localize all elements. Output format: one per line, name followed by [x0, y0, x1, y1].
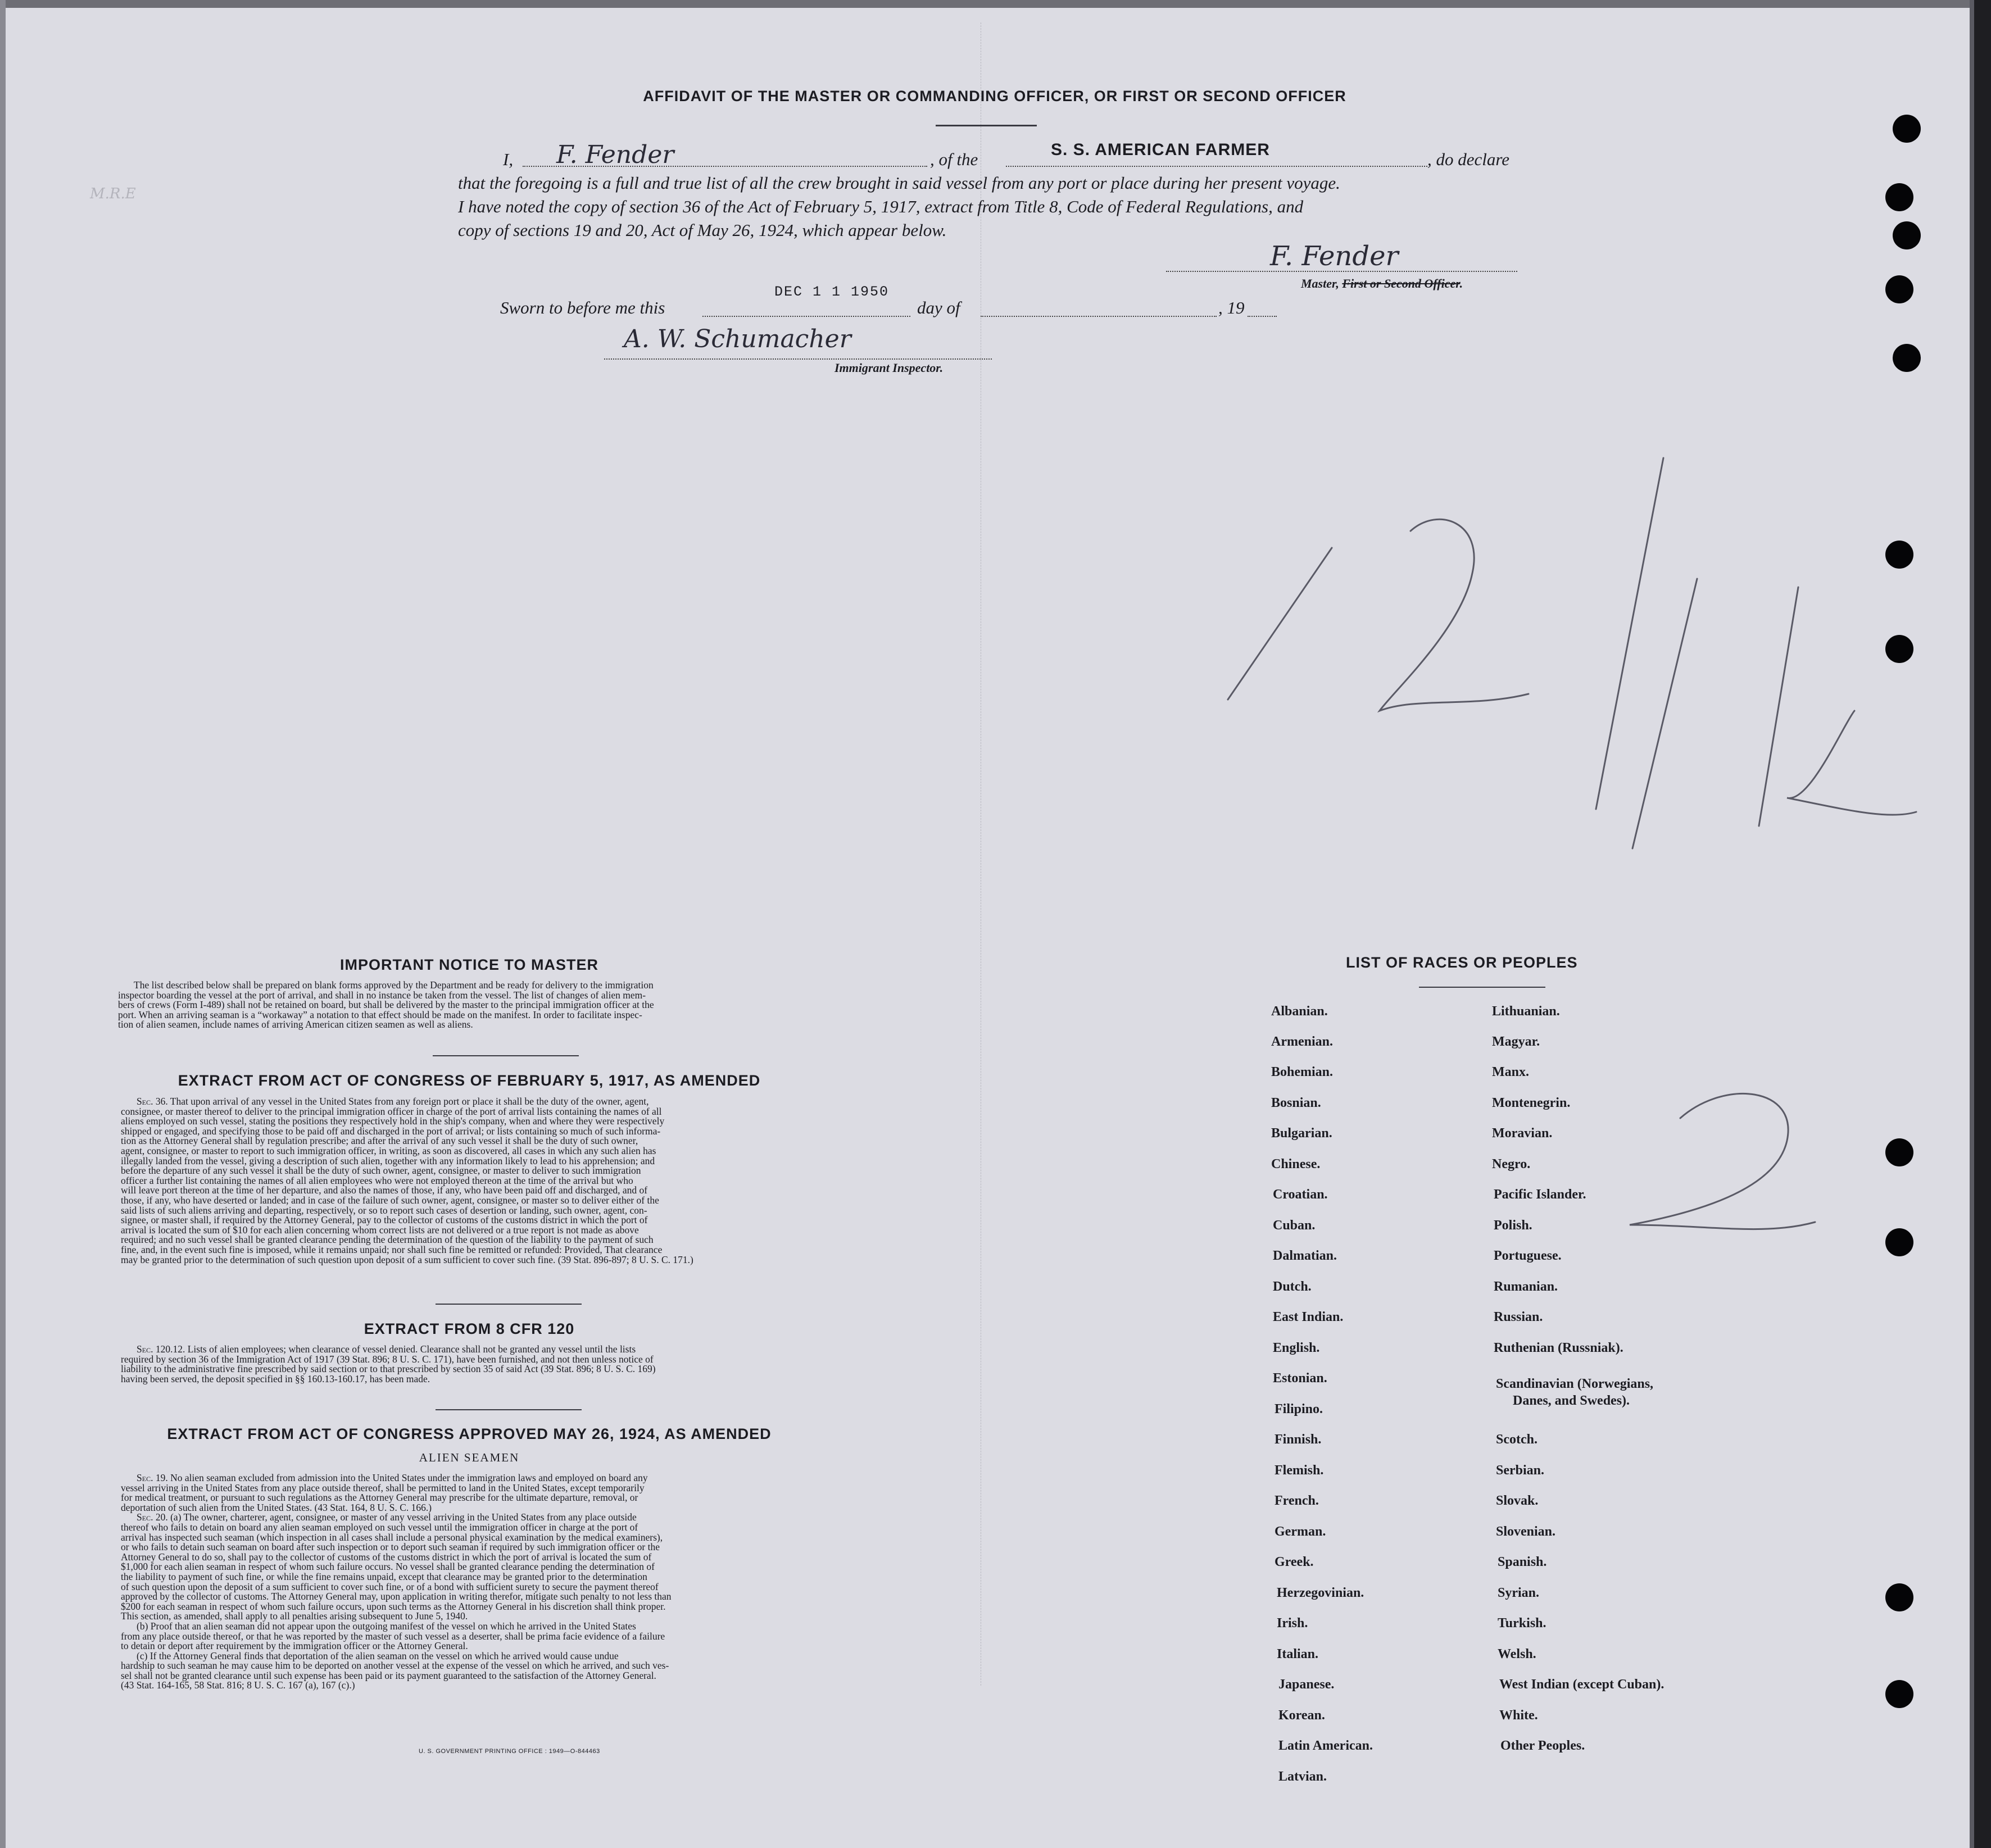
margin-note: M.R.E	[90, 185, 136, 202]
sec20b-line: to detain or deport after requirement by the immigration officer or the Attorney General.	[121, 1640, 468, 1652]
affidavit-line2: that the foregoing is a full and true list of all the crew brought in said vessel from any port or place during her present voyage.	[458, 173, 1340, 193]
race-item: Armenian.	[1271, 1034, 1333, 1049]
extract-1917-line: signee, or master shall, if required by the Attorney General, pay to the collector of customs of the customs district in which the port of	[121, 1214, 648, 1226]
sec20-line: Attorney General to do so, shall pay to the collector of customs of the customs district in which the port of arrival is located the sum of	[121, 1551, 652, 1563]
sec20b-line: from any place outside thereof, or that he was reported by the master of such vessel as a deserter, shall be prima facie evidence of a failure	[121, 1630, 665, 1642]
race-item: Irish.	[1277, 1616, 1308, 1631]
race-item: Korean.	[1278, 1708, 1325, 1723]
sec19-line: Sec. 19. No alien seaman excluded from admission into the United States under the immigration laws and employed on board any	[137, 1472, 648, 1483]
race-item: Greek.	[1275, 1555, 1314, 1569]
stroke-2	[1380, 519, 1529, 711]
race-item: Portuguese.	[1494, 1248, 1562, 1263]
section-label: Sec. 36.	[137, 1096, 168, 1107]
race-item: Danes, and Swedes).	[1513, 1393, 1630, 1408]
extract-1917-line: officer a further list containing the names of all alien employees who were not employed thereon at the time of the arrival but who	[121, 1174, 633, 1186]
cfr-rule	[436, 1409, 582, 1410]
race-item: Herzegovinian.	[1277, 1586, 1364, 1600]
sec20c-line: (c) If the Attorney General finds that deportation of the alien seaman on the vessel on which he arrived would cause undue	[137, 1650, 619, 1661]
sec19-line: deportation of such alien from the United States. (43 Stat. 164, 8 U. S. C. 166.)	[121, 1501, 432, 1513]
extract-1917-rule	[436, 1304, 582, 1305]
extract-1917-line: shipped or engaged, and specifying those to be paid off and discharged in the port of arrival; or lists containing so much of such informa-	[121, 1125, 661, 1137]
sec19-line: vessel arriving in the United States from any place outside thereof, shall be permitted to land in the United States, except temporarily	[121, 1482, 645, 1493]
notice-line: bers of crews (Form I-489) shall not be retained on board, but shall be delivered by the master to the principal immigration officer at the	[118, 999, 654, 1011]
races-title: LIST OF RACES OR PEOPLES	[1346, 954, 1578, 971]
race-item: Finnish.	[1275, 1432, 1322, 1447]
race-item: Montenegrin.	[1492, 1096, 1571, 1110]
notice-body	[118, 980, 927, 1030]
race-item: German.	[1275, 1524, 1326, 1539]
sworn-date-stamp: DEC 1 1 1950	[774, 284, 890, 300]
extract-1917-line: agent, consignee, or master to report to such immigration officer, in writing, as soon as discovered, all cases in which any such alien has	[121, 1145, 656, 1156]
extract-1917-line: required; and no such vessel shall be granted clearance pending the determination of the question of the liability to the payment of such	[121, 1234, 654, 1246]
race-item: Filipino.	[1275, 1402, 1323, 1416]
race-item: Dalmatian.	[1273, 1248, 1337, 1263]
race-item: Japanese.	[1278, 1677, 1335, 1692]
stroke-4b	[1759, 587, 1798, 826]
extract-1917-line: arrival is located the sum of $10 for each alien concerning whom correct lists are not delivered or a true report is not made as above	[121, 1224, 639, 1236]
race-item: Italian.	[1277, 1647, 1319, 1661]
affidavit-title: AFFIDAVIT OF THE MASTER OR COMMANDING OFFICER, OR FIRST OR SECOND OFFICER	[643, 88, 1346, 105]
race-item: Lithuanian.	[1492, 1004, 1560, 1019]
sec20c-line: (43 Stat. 164-165, 58 Stat. 816; 8 U. S. C. 167 (a), 167 (c).)	[121, 1679, 355, 1691]
extract-1917-line: those, if any, who have deserted or landed; and in case of the failure of such owner, agent, consignee, or master so to deliver either of the	[121, 1194, 659, 1206]
race-item: Polish.	[1494, 1218, 1532, 1233]
race-item: Welsh.	[1498, 1647, 1536, 1661]
sworn-prefix: Sworn to before me this	[500, 298, 665, 317]
sec20-line: Sec. 20. (a) The owner, charterer, agent, consignee, or master of any vessel arriving in the United States from any place outside	[137, 1511, 637, 1523]
extract-1917-line: will leave port thereon at the time of her departure, and also the names of those, if any, who have been paid off and discharged, and of	[121, 1184, 648, 1196]
race-item: Serbian.	[1496, 1463, 1545, 1478]
race-item: Slovenian.	[1496, 1524, 1556, 1539]
stroke-slash	[1596, 458, 1663, 809]
notice-line: tion of alien seamen, include names of arriving American citizen seamen as well as aliens.	[118, 1019, 473, 1030]
race-item: Rumanian.	[1494, 1279, 1558, 1294]
race-item: Croatian.	[1273, 1187, 1328, 1202]
extract-1917-line: said lists of such aliens arriving and departing, respectively, or so to report such cases of desertion or landing, such owner, agent, con-	[121, 1204, 647, 1216]
race-item: Bulgarian.	[1271, 1126, 1332, 1141]
race-item: Magyar.	[1492, 1034, 1540, 1049]
extract-1924-body	[121, 1473, 936, 1691]
extract-1917-line: consignee, or master thereof to deliver to the principal immigration officer in charge of the port of arrival lists containing the names of all	[121, 1105, 662, 1117]
stroke-4a	[1632, 579, 1697, 848]
race-item: Scotch.	[1496, 1432, 1538, 1447]
cfr-title: EXTRACT FROM 8 CFR 120	[364, 1320, 575, 1337]
sec20c-line: sel shall not be granted clearance until such expense has been paid or its payment guaranteed to the satisfaction of the Attorney General.	[121, 1669, 656, 1681]
race-item: Bohemian.	[1271, 1065, 1334, 1079]
extract-1917-line: aliens employed on such vessel, stating the positions they respectively hold in the ship's company, when and where they were respectively	[121, 1115, 665, 1127]
race-item: Bosnian.	[1271, 1096, 1321, 1110]
sec20-line: thereof who fails to detain on board any alien seaman employed on such vessel until the immigration officer in charge at the port of	[121, 1521, 638, 1533]
small-number-stroke	[1630, 1093, 1815, 1229]
sworn-day-of: day of	[917, 298, 960, 317]
extract-1917-line: before the departure of any such vessel it shall be the duty of such owner, agent, consignee, or master to deliver to such immigration	[121, 1165, 641, 1177]
race-item: Manx.	[1492, 1065, 1529, 1079]
master-signature: F. Fender	[1270, 240, 1399, 272]
sec20-line: of such question upon the deposit of a sum sufficient to cover such fine, or of a bond with sufficient surety to secure the payment thereof	[121, 1581, 659, 1592]
race-item: Cuban.	[1273, 1218, 1316, 1233]
race-item: Albanian.	[1271, 1004, 1328, 1019]
notice-rule	[433, 1055, 579, 1056]
inspector-caption: Immigrant Inspector.	[835, 361, 944, 375]
race-item: Negro.	[1492, 1157, 1531, 1172]
vessel-name: S. S. AMERICAN FARMER	[1051, 140, 1270, 159]
printer-imprint: U. S. GOVERNMENT PRINTING OFFICE : 1949—O-844463	[419, 1748, 600, 1755]
race-item: Scandinavian (Norwegians,	[1496, 1377, 1654, 1391]
notice-title: IMPORTANT NOTICE TO MASTER	[340, 956, 598, 973]
master-caption-suffix: .	[1459, 276, 1463, 290]
affidavit-line1-mid: , of the	[930, 149, 978, 169]
races-rule	[1419, 987, 1545, 988]
cfr-line: Sec. 120.12. Lists of alien employees; when clearance of vessel denied. Clearance shall not be granted any vessel until the lists	[137, 1343, 636, 1355]
race-item: Chinese.	[1271, 1157, 1321, 1172]
race-item: Slovak.	[1496, 1493, 1539, 1508]
extract-1917-line: tion as the Attorney General shall by regulation prescribe; and after the arrival of any such vessel it shall be the duty of such owner,	[121, 1135, 638, 1147]
race-item: West Indian (except Cuban).	[1499, 1677, 1665, 1692]
notice-line: inspector boarding the vessel at the port of arrival, and shall in no instance be taken from the vessel. The list of changes of alien mem-	[118, 989, 646, 1001]
race-item: White.	[1499, 1708, 1538, 1723]
sec20b-line: (b) Proof that an alien seaman did not appear upon the outgoing manifest of the vessel on which he arrived in the United States	[137, 1620, 636, 1632]
race-item: Moravian.	[1492, 1126, 1553, 1141]
sec20-line: $200 for each seaman in respect of whom such failure occurs, upon such terms as the Attorney General in his discretion shall think proper.	[121, 1600, 666, 1612]
race-item: French.	[1275, 1493, 1319, 1508]
race-item: Latvian.	[1278, 1769, 1327, 1784]
inspector-signature: A. W. Schumacher	[624, 325, 851, 353]
race-item: Turkish.	[1498, 1616, 1546, 1631]
cfr-line: liability to the administrative fine prescribed by said section or to that prescribed by section 35 of said Act (39 Stat. 896; 8 U. S. C. 169)	[121, 1363, 656, 1375]
race-item: Dutch.	[1273, 1279, 1312, 1294]
race-item: East Indian.	[1273, 1310, 1344, 1324]
sec20-line: approved by the collector of customs. The Attorney General may, upon application in writing therefor, mitigate such penalty to not less than	[121, 1591, 672, 1602]
race-item: Syrian.	[1498, 1586, 1540, 1600]
sec19-line: for medical treatment, or pursuant to such regulations as the Attorney General may prescribe for the ultimate departure, removal, or	[121, 1492, 638, 1504]
cfr-line: having been served, the deposit specified in §§ 160.13-160.17, has been made.	[121, 1373, 430, 1384]
affidavit-line1-prefix: I,	[503, 149, 514, 169]
small-number-text: 2	[1630, 1221, 1632, 1226]
master-caption-prefix: Master,	[1301, 276, 1339, 290]
stroke-4c	[1787, 711, 1916, 815]
race-item: Pacific Islander.	[1494, 1187, 1586, 1202]
notice-line: port. When an arriving seaman is a “workaway” a notation to that effect should be made on the manifest. In order to facilitate inspec-	[118, 1009, 642, 1020]
section-label: Sec. 19.	[137, 1472, 168, 1483]
race-item: English.	[1273, 1341, 1320, 1355]
extract-1917-title: EXTRACT FROM ACT OF CONGRESS OF FEBRUARY 5, 1917, AS AMENDED	[178, 1072, 761, 1089]
sec20-line: This section, as amended, shall apply to all penalties arising subsequent to June 5, 1940.	[121, 1610, 468, 1622]
section-label: Sec. 20.	[137, 1511, 168, 1523]
affidavit-line3: I have noted the copy of section 36 of the Act of February 5, 1917, extract from Title 8, Code of Federal Regulations, and	[458, 197, 1304, 216]
cfr-body	[121, 1345, 933, 1384]
extract-1924-subtitle: ALIEN SEAMEN	[419, 1451, 520, 1464]
master-caption-struck: First or Second Officer	[1342, 276, 1460, 290]
extract-1917-line: illegally landed from the vessel, giving a description of such alien, together with any information likely to lead to his apprehension; and	[121, 1155, 655, 1166]
notice-line: The list described below shall be prepared on blank forms approved by the Department and be ready for delivery to the immigration	[134, 979, 654, 991]
race-item: Other Peoples.	[1500, 1738, 1585, 1753]
extract-1917-body	[121, 1097, 933, 1265]
sec20-line: the liability to payment of such fine, or while the fine remains unpaid, except that clearance may be granted prior to the determination	[121, 1570, 647, 1582]
sec20-line: $1,000 for each alien seaman in respect of whom such failure occurs. No vessel shall be granted clearance pending the determination of	[121, 1561, 655, 1573]
large-number-strokes	[1228, 458, 1916, 848]
sworn-year: , 19	[1218, 298, 1245, 317]
declarant-name: F. Fender	[556, 140, 674, 169]
large-number-text: 12/14	[1225, 727, 1236, 732]
race-item: Latin American.	[1278, 1738, 1373, 1753]
extract-1917-line: fine, and, in the event such fine is imposed, while it remains unpaid; nor shall such fine be remitted or refunded: Provided, That clearance	[121, 1243, 663, 1255]
section-label: Sec. 120.12.	[137, 1343, 185, 1355]
sec20c-line: hardship to such seaman he may cause him to be deported on another vessel at the expense of the vessel on which he arrived, and such ves-	[121, 1660, 669, 1672]
race-item: Flemish.	[1275, 1463, 1324, 1478]
cfr-line: required by section 36 of the Immigration Act of 1917 (39 Stat. 896; 8 U. S. C. 171), have been furnished, and not then unless notice of	[121, 1353, 654, 1365]
affidavit-line1-suffix: , do declare	[1427, 149, 1510, 169]
race-item: Estonian.	[1273, 1371, 1327, 1386]
race-item: Ruthenian (Russniak).	[1494, 1341, 1623, 1355]
extract-1917-line: Sec. 36. That upon arrival of any vessel in the United States from any foreign port or place it shall be the duty of the owner, agent,	[137, 1096, 649, 1107]
sec20-line: arrival has inspected such seaman (which inspection in all cases shall include a personal physical examination by the medical examiners),	[121, 1531, 663, 1543]
stroke-1	[1228, 548, 1332, 700]
sec20-line: or who fails to detain such seaman on board after such inspection or to deport such seaman if required by such immigration officer or the	[121, 1541, 660, 1553]
race-item: Spanish.	[1498, 1555, 1547, 1569]
extract-1924-title: EXTRACT FROM ACT OF CONGRESS APPROVED MAY 26, 1924, AS AMENDED	[167, 1425, 772, 1442]
extract-1917-line: may be granted prior to the determination of such question upon deposit of a sum sufficient to cover such fine. (39 Stat. 896-897; 8 U. S. C. 171.)	[121, 1254, 693, 1265]
race-item: Russian.	[1494, 1310, 1543, 1324]
affidavit-line4: copy of sections 19 and 20, Act of May 26, 1924, which appear below.	[458, 220, 947, 240]
